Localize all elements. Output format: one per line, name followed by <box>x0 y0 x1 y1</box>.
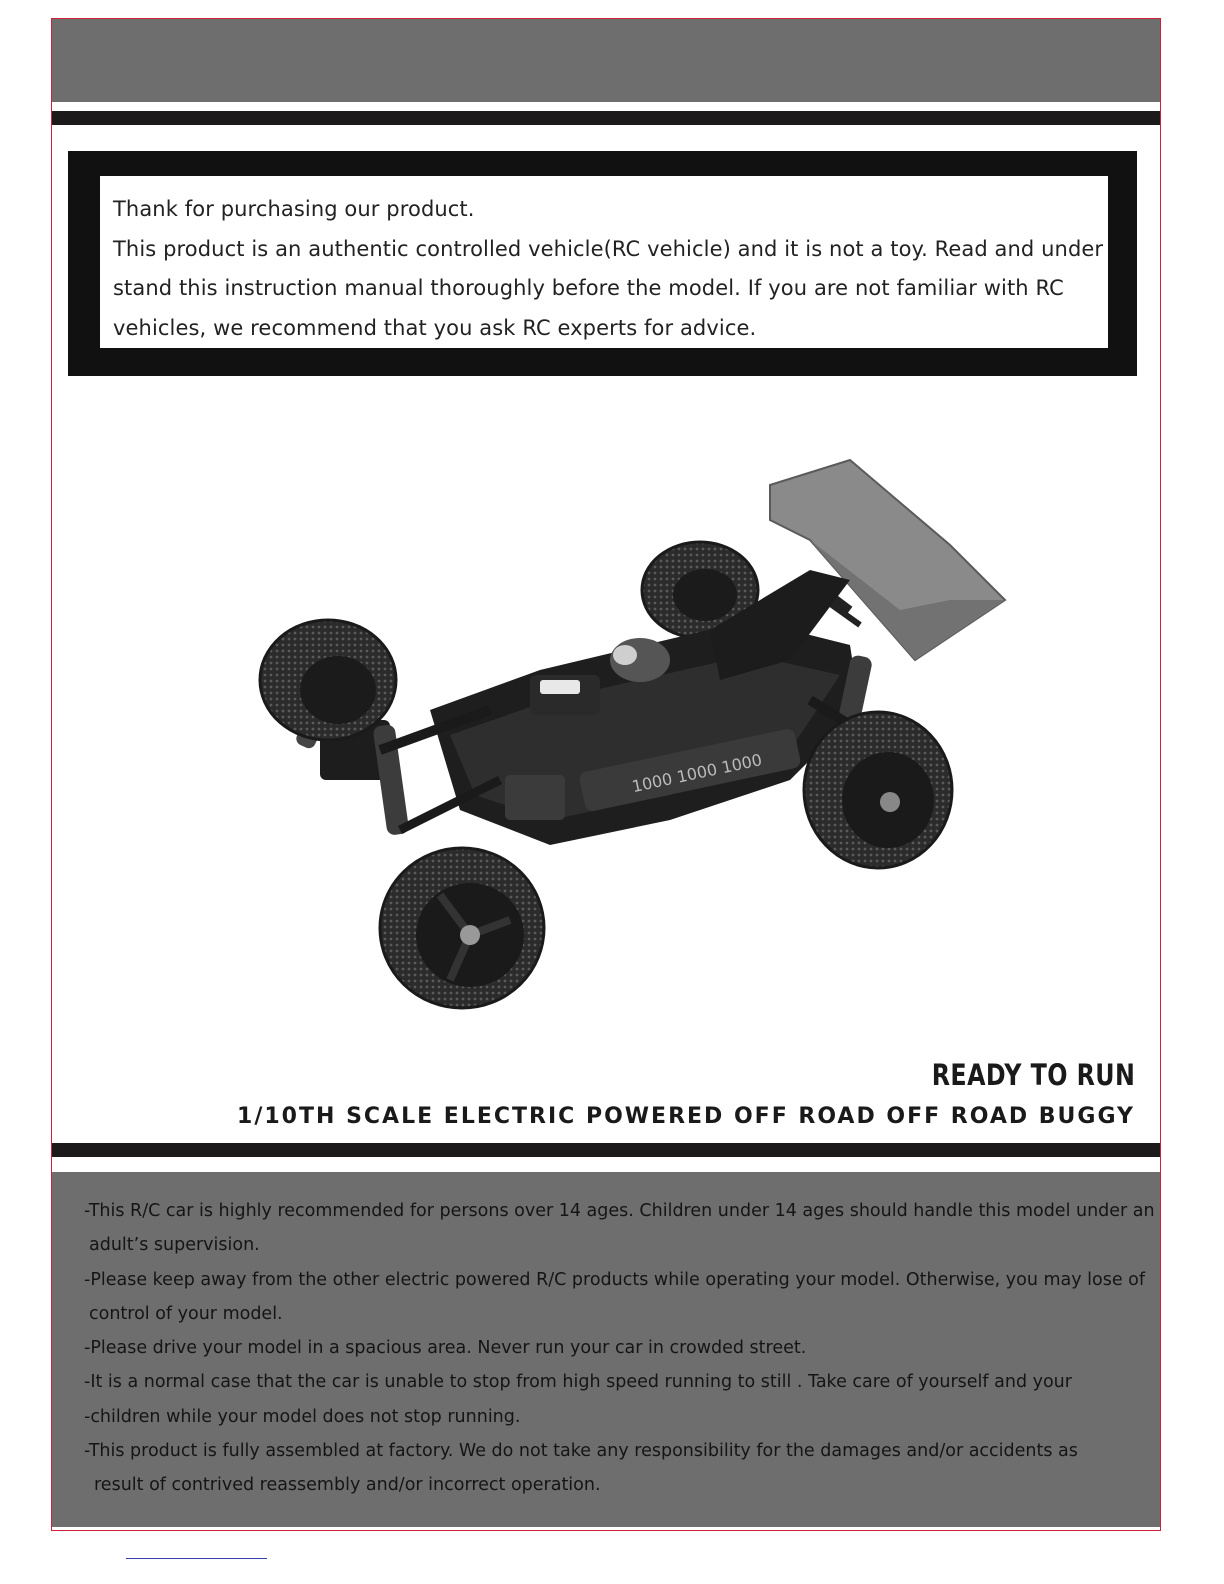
intro-line: This product is an authentic controlled vehicle(RC vehicle) and it is not a toy. Read and under <box>113 236 1104 261</box>
warning-line: -This product is fully assembled at factory. We do not take any responsibility for the damages and/or accidents as <box>84 1441 1078 1462</box>
warning-line: result of contrived reassembly and/or incorrect operation. <box>94 1475 601 1496</box>
warning-line: -It is a normal case that the car is unable to stop from high speed running to still . Take care of yourself and your <box>84 1372 1072 1393</box>
warning-line: -Please drive your model in a spacious area. Never run your car in crowded street. <box>84 1338 807 1359</box>
warning-line: control of your model. <box>89 1303 283 1324</box>
intro-line: stand this instruction manual thoroughly before the model. If you are not familiar with RC <box>113 276 1064 300</box>
product-title: READY TO RUN <box>931 1058 1135 1092</box>
intro-line: Thank for purchasing our product. <box>113 197 475 221</box>
warning-line: -This R/C car is highly recommended for persons over 14 ages. Children under 14 ages should handle this model under an <box>84 1201 1155 1221</box>
footer-underline <box>126 1558 267 1559</box>
svg-text:1000 1000 1000: 1000 1000 1000 <box>630 750 764 797</box>
page-frame <box>51 18 1161 1531</box>
intro-line: vehicles, we recommend that you ask RC experts for advice. <box>113 315 757 340</box>
warning-line: adult’s supervision. <box>89 1235 260 1256</box>
product-subtitle: 1/10TH SCALE ELECTRIC POWERED OFF ROAD OFF ROAD BUGGY <box>237 1104 1135 1129</box>
warning-line: -Please keep away from the other electric powered R/C products while operating your model. Otherwise, you may lose of <box>84 1269 1146 1290</box>
warning-line: -children while your model does not stop running. <box>84 1406 521 1427</box>
